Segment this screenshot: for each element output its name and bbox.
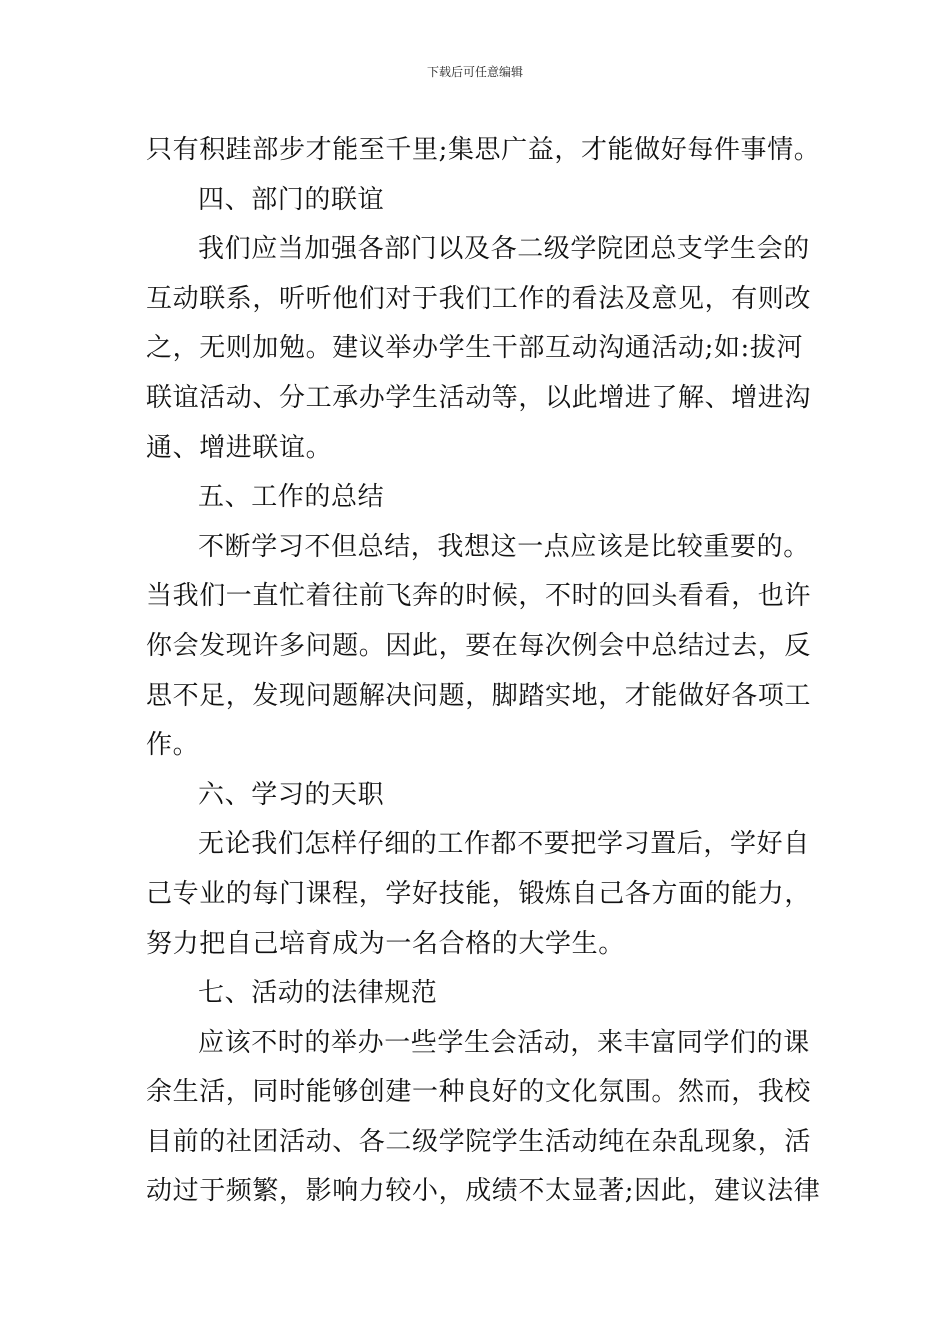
text-line: 通、增进联谊。: [146, 432, 333, 463]
section-heading: 五、工作的总结: [198, 482, 385, 513]
page-header: 下载后可任意编辑: [426, 65, 523, 79]
text-line: 努力把自己培育成为一名合格的大学生。: [146, 928, 625, 959]
text-line: 思不足，发现问题解决问题，脚踏实地，才能做好各项工: [146, 680, 812, 711]
text-line: 只有积跬部步才能至千里;集思广益，才能做好每件事情。: [146, 135, 821, 165]
text-line: 作。: [146, 730, 200, 761]
text-line: 当我们一直忙着往前飞奔的时候，不时的回头看看，也许: [146, 581, 812, 612]
section-heading: 四、部门的联谊: [198, 184, 385, 215]
text-line: 之，无则加勉。建议举办学生干部互动沟通活动;如:拔河: [146, 333, 804, 364]
text-line: 应该不时的举办一些学生会活动，来丰富同学们的课: [198, 1027, 810, 1058]
section-heading: 六、学习的天职: [198, 779, 385, 810]
section-heading: 七、活动的法律规范: [198, 978, 438, 1009]
text-line: 余生活，同时能够创建一种良好的文化氛围。然而，我校: [146, 1077, 812, 1108]
text-line: 我们应当加强各部门以及各二级学院团总支学生会的: [198, 234, 810, 265]
text-line: 你会发现许多问题。因此，要在每次例会中总结过去，反: [146, 630, 812, 661]
text-line: 联谊活动、分工承办学生活动等，以此增进了解、增进沟: [146, 382, 812, 413]
text-line: 不断学习不但总结，我想这一点应该是比较重要的。: [198, 531, 810, 562]
text-line: 无论我们怎样仔细的工作都不要把学习置后，学好自: [198, 829, 810, 860]
text-line: 己专业的每门课程，学好技能，锻炼自己各方面的能力，: [146, 878, 812, 909]
text-line: 互动联系，听听他们对于我们工作的看法及意见，有则改: [146, 283, 812, 314]
document-body: [146, 126, 821, 1217]
text-line: 动过于频繁，影响力较小，成绩不太显著;因此，建议法律: [146, 1176, 821, 1207]
text-line: 目前的社团活动、各二级学院学生活动纯在杂乱现象，活: [146, 1126, 812, 1157]
